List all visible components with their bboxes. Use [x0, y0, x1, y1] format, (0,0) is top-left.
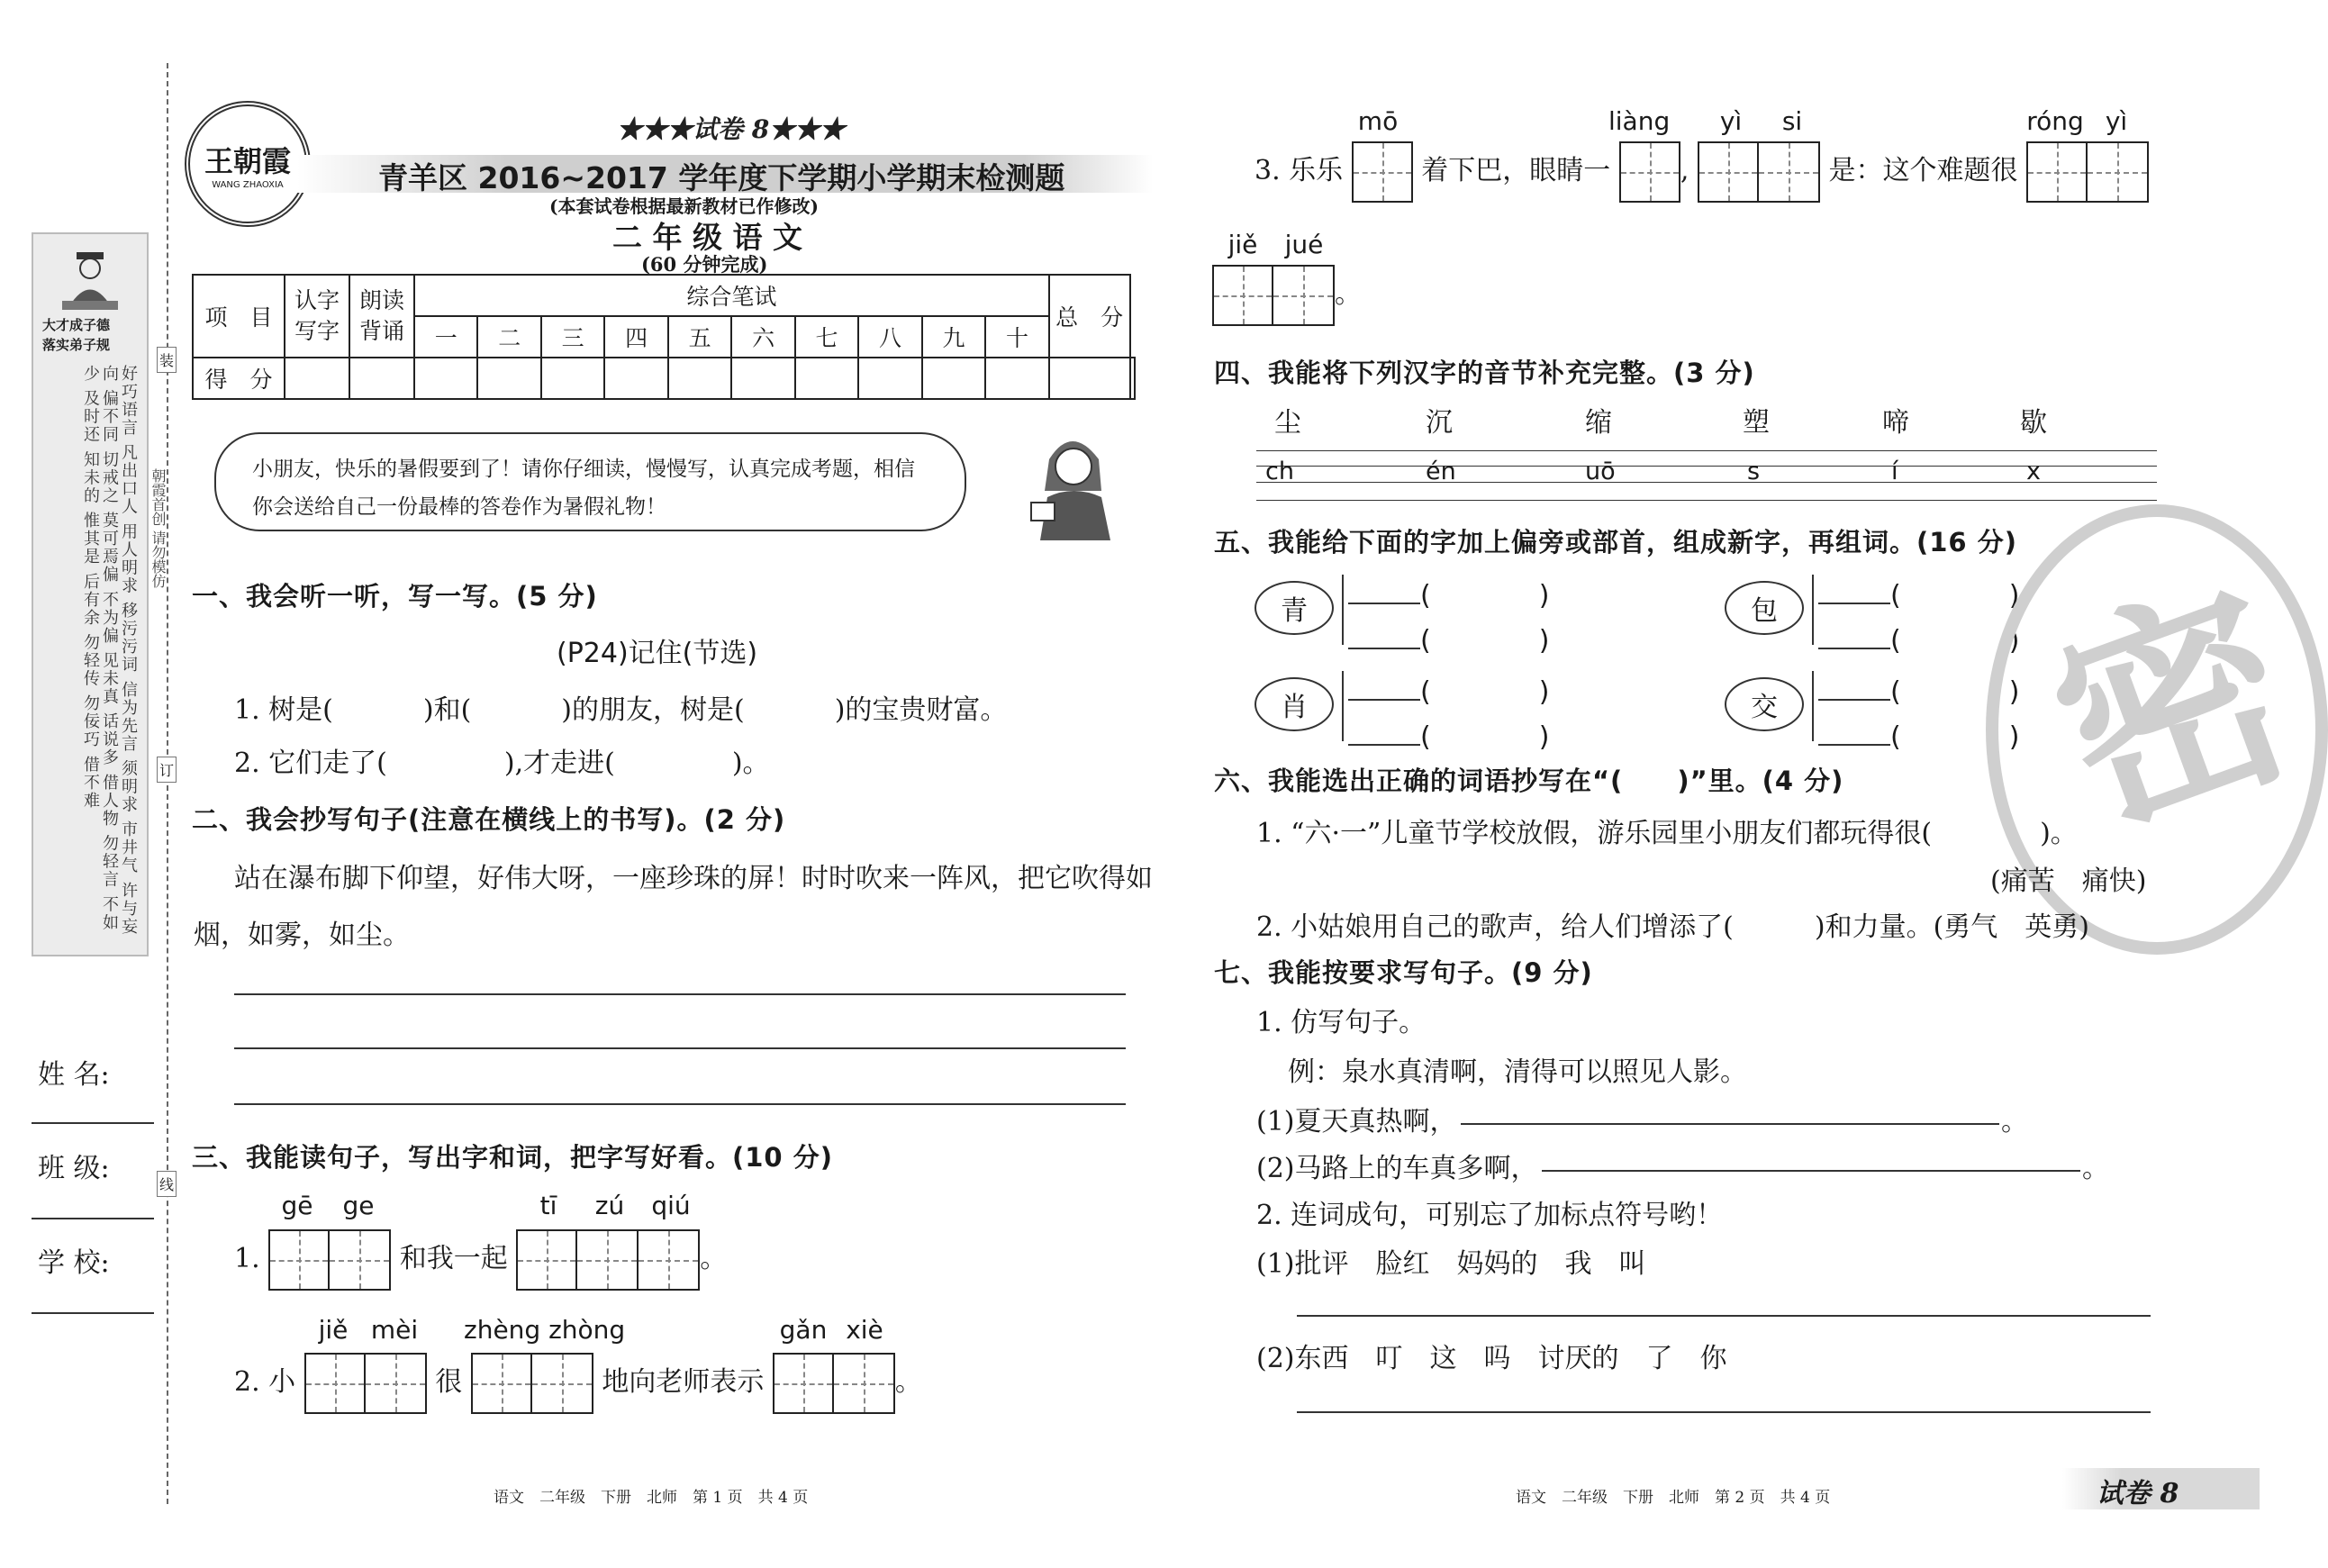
q6-s2: 2. 小姑娘用自己的歌声，给人们增添了( )和力量。(勇气 英勇) — [1256, 911, 2089, 943]
pinyin: zú — [594, 1191, 625, 1220]
q5-answer[interactable]: ( ) — [1818, 714, 2019, 754]
tianzige-box[interactable] — [516, 1229, 700, 1291]
answer-line[interactable] — [1297, 1411, 2151, 1413]
footer-right: 语文 二年级 下册 北师 第 2 页 共 4 页 — [1516, 1489, 1831, 1507]
period: 。 — [2001, 1106, 2028, 1137]
q6-s1-options: (痛苦 痛快) — [1990, 866, 2147, 897]
q4-title: 四、我能将下列汉字的音节补充完整。(3 分) — [1214, 358, 1755, 388]
q7-d: (2)东西 叮 这 吗 讨厌的 了 你 — [1256, 1343, 1727, 1374]
pinyin: zhèng zhòng — [464, 1315, 626, 1345]
sidebar-motto-1: 大才成子德 — [42, 317, 111, 333]
brace — [1342, 671, 1344, 741]
q4-char: 塑 — [1743, 407, 1770, 439]
q5-answer[interactable]: ( ) — [1348, 573, 1549, 612]
footer-badge: 试卷 8 — [2097, 1478, 2179, 1509]
q1-title: 一、我会听一听，写一写。(5 分) — [192, 581, 598, 612]
q3-title: 三、我能读句子，写出字和词，把字写好看。(10 分) — [192, 1142, 833, 1173]
brace — [1812, 671, 1814, 741]
q4-char: 啼 — [1882, 407, 1909, 439]
q5-char: 交 — [1725, 677, 1804, 731]
school-field[interactable] — [32, 1312, 154, 1314]
pinyin: tī — [539, 1191, 557, 1220]
q7-c: (1)批评 脸红 妈妈的 我 叫 — [1256, 1248, 1646, 1280]
q2-text-2: 烟，如雾，如尘。 — [194, 920, 410, 951]
q7-a: (1)夏天真热啊， — [1256, 1106, 1457, 1137]
pinyin-line — [1256, 482, 2157, 483]
exam-subject: 二 年 级 语 文 — [612, 220, 802, 255]
item-label: 项 目 — [193, 275, 285, 358]
logo-text: 王朝霞 — [204, 143, 291, 178]
tianzige-box[interactable] — [304, 1353, 427, 1414]
class-label: 班 级: — [38, 1153, 110, 1184]
q6-s1: 1. “六·一”儿童节学校放假，游乐园里小朋友们都玩得很( )。 — [1256, 818, 2078, 849]
col-num: 六 — [731, 316, 794, 358]
q7-example: 例：泉水真清啊，清得可以照见人影。 — [1288, 1056, 1747, 1088]
name-label: 姓 名: — [38, 1059, 110, 1091]
col-num: 九 — [922, 316, 985, 358]
pinyin-line — [1256, 500, 2157, 501]
q4-syllable: x — [2026, 458, 2041, 485]
col-num: 七 — [795, 316, 858, 358]
score-cell[interactable] — [285, 358, 349, 399]
pinyin: mō — [1357, 106, 1399, 136]
score-cell[interactable] — [795, 358, 858, 399]
score-cell[interactable] — [604, 358, 667, 399]
tianzige-box[interactable] — [471, 1353, 593, 1414]
q4-syllable: í — [1891, 458, 1898, 485]
pinyin: jiě — [318, 1315, 349, 1345]
sidebar-binding-line — [167, 63, 168, 1504]
score-cell[interactable] — [1049, 358, 1130, 399]
q4-syllable: én — [1426, 458, 1456, 485]
pinyin-line — [1256, 450, 2157, 451]
score-cell[interactable] — [414, 358, 477, 399]
pinyin: yì — [2105, 106, 2128, 136]
teacher-illustration — [1022, 423, 1121, 540]
vertical-label: 朝霞首创 请勿模仿 — [149, 468, 167, 589]
q7-title: 七、我能按要求写句子。(9 分) — [1214, 957, 1593, 988]
q1-passage: (P24)记住(节选) — [557, 638, 758, 669]
binding-tab-1: 装 — [157, 347, 177, 373]
sidebar-proverbs: 好巧语言 凡出口人 用人明求 移污污词 信为先言 须明求 市井气 许与妄向 偏不同 切戒之 莫可焉偏 不为偏 见未真 话说多 借人物 勿轻言 不如少 及时还 知未的 惟其是 后有余 勿轻传 勿佞巧 借不难 — [81, 365, 138, 937]
tianzige-box[interactable] — [1619, 141, 1680, 203]
col-recognize: 认字 写字 — [285, 275, 349, 358]
q4-char: 缩 — [1585, 407, 1612, 439]
score-label: 得 分 — [193, 358, 285, 399]
logo-sub: WANG ZHAOXIA — [212, 179, 284, 190]
q5-answer[interactable]: ( ) — [1818, 573, 2019, 612]
score-cell[interactable] — [541, 358, 604, 399]
col-num: 二 — [477, 316, 540, 358]
binding-tab-2: 订 — [157, 757, 177, 783]
school-label: 学 校: — [38, 1247, 110, 1279]
pinyin: mèi — [370, 1315, 419, 1345]
total-label: 总 分 — [1049, 275, 1130, 358]
copy-line[interactable] — [234, 1047, 1126, 1049]
scholar-illustration — [60, 250, 120, 313]
col-num: 一 — [414, 316, 477, 358]
class-field[interactable] — [32, 1218, 154, 1219]
score-cell[interactable] — [858, 358, 921, 399]
score-cell[interactable] — [349, 358, 414, 399]
sidebar-motto-2: 落实弟子规 — [42, 337, 111, 353]
q6-title: 六、我能选出正确的词语抄写在“( )”里。(4 分) — [1214, 766, 1844, 796]
period: 。 — [2082, 1153, 2109, 1184]
tianzige-box[interactable] — [1352, 141, 1413, 203]
score-cell[interactable] — [477, 358, 540, 399]
col-num: 三 — [541, 316, 604, 358]
q5-answer[interactable]: ( ) — [1818, 669, 2019, 709]
copy-line[interactable] — [234, 993, 1126, 995]
q4-syllable: s — [1747, 458, 1761, 485]
col-num: 四 — [604, 316, 667, 358]
q5-title: 五、我能给下面的字加上偏旁或部首，组成新字，再组词。(16 分) — [1214, 527, 2017, 557]
q5-answer[interactable]: ( ) — [1348, 618, 1549, 657]
q2-text-1: 站在瀑布脚下仰望，好伟大呀，一座珍珠的屏！时时吹来一阵风，把它吹得如 — [234, 863, 1153, 894]
sidebar-proverb-box — [32, 232, 149, 956]
pinyin: xiè — [846, 1315, 883, 1345]
q1-line2: 2. 它们走了( ),才走进( )。 — [234, 748, 770, 779]
stamp-text: 密 — [2023, 548, 2325, 873]
pinyin: jué — [1284, 230, 1324, 259]
group-label: 综合笔试 — [414, 275, 1049, 316]
answer-line[interactable] — [1297, 1315, 2151, 1317]
score-cell[interactable] — [731, 358, 794, 399]
q5-char: 包 — [1725, 581, 1804, 635]
q4-syllable: uō — [1585, 458, 1616, 485]
score-table — [192, 274, 1136, 400]
score-cell[interactable] — [668, 358, 731, 399]
name-field[interactable] — [32, 1122, 154, 1124]
q5-char: 青 — [1255, 581, 1334, 635]
answer-line[interactable] — [1461, 1123, 1999, 1125]
q4-char: 歇 — [2020, 407, 2047, 439]
brace — [1342, 575, 1344, 645]
col-read: 朗读 背诵 — [349, 275, 414, 358]
answer-line[interactable] — [1542, 1170, 2080, 1172]
q7-sub1: 1. 仿写句子。 — [1256, 1007, 1427, 1038]
pinyin: róng — [2026, 106, 2084, 136]
footer-left: 语文 二年级 下册 北师 第 1 页 共 4 页 — [494, 1489, 809, 1507]
pinyin: yì — [1719, 106, 1743, 136]
speech-bubble: 小朋友，快乐的暑假要到了！请你仔细读，慢慢写，认真完成考题，相信你会送给自己一份最棒的答卷作为暑假礼物！ — [214, 432, 966, 531]
q7-b: (2)马路上的车真多啊， — [1256, 1153, 1538, 1184]
q5-answer[interactable]: ( ) — [1348, 714, 1549, 754]
score-cell[interactable] — [985, 358, 1048, 399]
q3-s3-end: 。 — [1212, 265, 1362, 326]
col-num: 十 — [985, 316, 1048, 358]
q3-s1: 1. 和我一起 。 — [234, 1229, 727, 1291]
score-cell[interactable] — [922, 358, 985, 399]
q4-syllable: ch — [1265, 458, 1294, 485]
copy-line[interactable] — [234, 1103, 1126, 1105]
pinyin: qiú — [651, 1191, 691, 1220]
q5-answer[interactable]: ( ) — [1348, 669, 1549, 709]
q7-sub2: 2. 连词成句，可别忘了加标点符号哟！ — [1256, 1200, 1724, 1231]
pinyin: si — [1781, 106, 1803, 136]
q1-line1: 1. 树是( )和( )的朋友，树是( )的宝贵财富。 — [234, 694, 1008, 726]
tianzige-box[interactable] — [1212, 265, 1335, 326]
q5-char: 肖 — [1255, 677, 1334, 731]
tianzige-box[interactable] — [268, 1229, 391, 1291]
q2-title: 二、我会抄写句子(注意在横线上的书写)。(2 分) — [192, 804, 786, 835]
paper-label: ★★★试卷 8★★★ — [617, 114, 846, 144]
q5-answer[interactable]: ( ) — [1818, 618, 2019, 657]
tianzige-box[interactable] — [773, 1353, 895, 1414]
brace — [1812, 575, 1814, 645]
exam-title: 青羊区 2016~2017 学年度下学期小学期末检测题 — [378, 160, 1065, 195]
pinyin-line — [1256, 466, 2157, 467]
q4-char: 尘 — [1274, 407, 1301, 439]
q3-s2: 2. 小 很 地向老师表示 。 — [234, 1353, 922, 1414]
logo-badge — [185, 101, 311, 227]
col-num: 五 — [668, 316, 731, 358]
pinyin: ge — [342, 1191, 375, 1220]
pinyin: gǎn — [779, 1315, 828, 1345]
pinyin: gē — [281, 1191, 313, 1220]
exam-time: (60 分钟完成) — [641, 253, 768, 276]
score-cell[interactable] — [1130, 358, 1135, 399]
pinyin: jiě — [1227, 230, 1258, 259]
exam-subtitle: (本套试卷根据最新教材已作修改) — [549, 195, 819, 217]
pinyin: liàng — [1608, 106, 1671, 136]
q3-s3: 3. 乐乐 着下巴，眼睛一 , 是：这个难题很 — [1255, 141, 2149, 203]
q4-char: 沉 — [1426, 407, 1453, 439]
tianzige-box[interactable] — [1698, 141, 1820, 203]
tianzige-box[interactable] — [2026, 141, 2149, 203]
col-num: 八 — [858, 316, 921, 358]
binding-tab-3: 线 — [157, 1171, 177, 1197]
